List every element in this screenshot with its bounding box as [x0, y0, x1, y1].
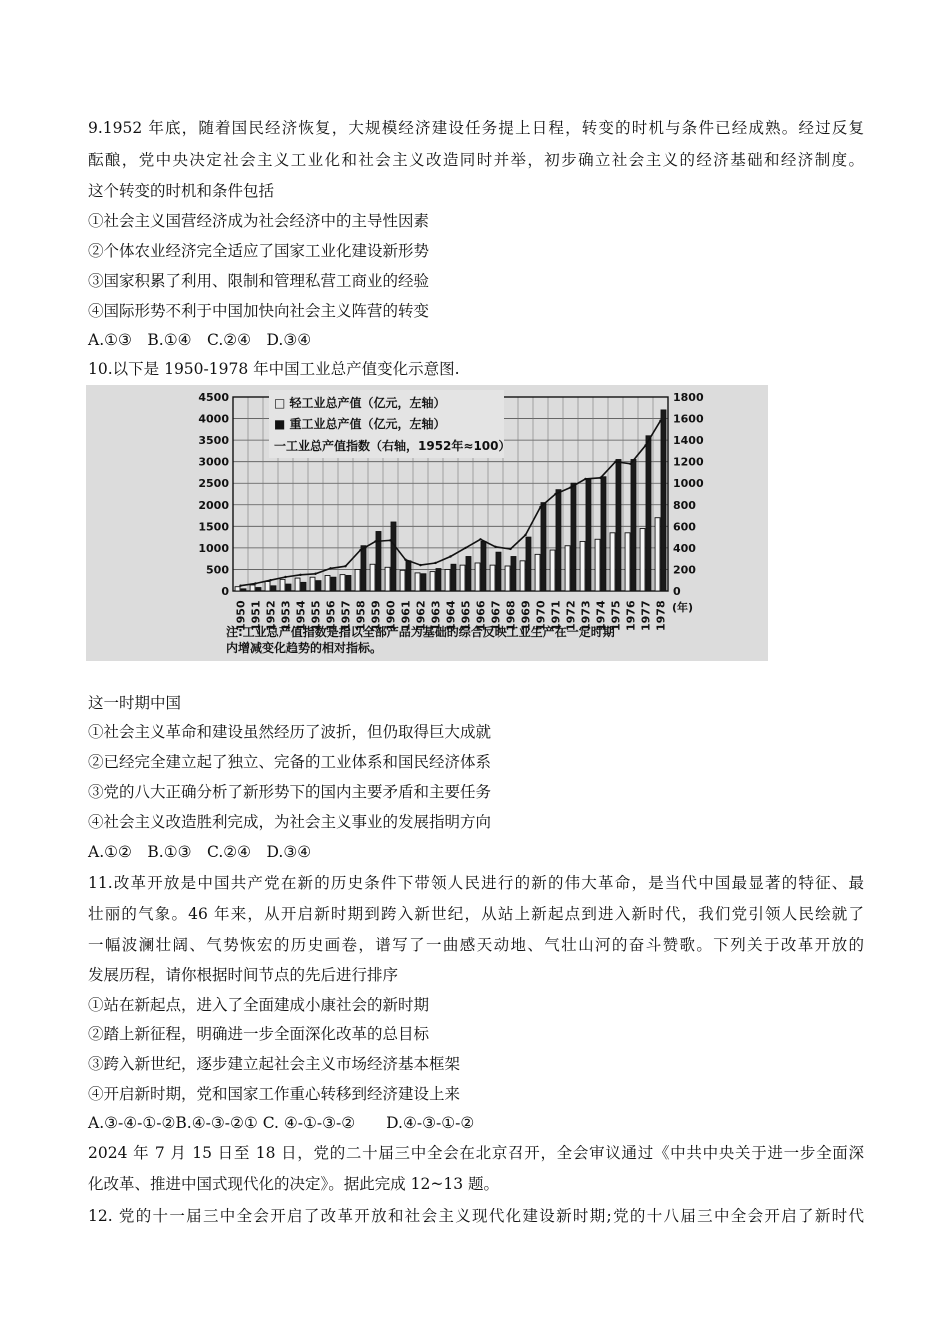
index-point — [629, 463, 631, 465]
bar-heavy-industry — [646, 436, 651, 591]
q12-stem-line-1: 12. 党的十一届三中全会开启了改革开放和社会主义现代化建设新时期;党的十八届三中全会开启了新时代 — [88, 1207, 864, 1225]
x-tick-label: 1956 — [324, 600, 338, 631]
index-point — [554, 493, 556, 495]
q9-item-3: ③国家积累了利用、限制和管理私营工商业的经验 — [88, 272, 430, 290]
x-tick-label: 1953 — [279, 600, 293, 631]
bar-light-industry — [340, 575, 345, 591]
y-right-tick: 800 — [673, 498, 696, 512]
index-point — [584, 478, 586, 480]
y-left-tick: 1500 — [198, 520, 229, 534]
q10-options: A.①② B.①③ C.②④ D.③④ — [88, 843, 312, 861]
bar-light-industry — [385, 567, 390, 591]
q11-item-4: ④开启新时期，党和国家工作重心转移到经济建设上来 — [88, 1085, 461, 1103]
bar-light-industry — [595, 539, 600, 591]
bar-heavy-industry — [541, 503, 546, 591]
q10-item-3: ③党的八大正确分析了新形势下的国内主要矛盾和主要任务 — [88, 783, 492, 801]
index-point — [299, 574, 301, 576]
q9-stem-line-3: 这个转变的时机和条件包括 — [88, 182, 275, 200]
index-point — [359, 549, 361, 551]
y-right-tick: 400 — [673, 541, 696, 555]
q10-lead: 这一时期中国 — [88, 694, 182, 712]
x-tick-label: 1962 — [414, 600, 428, 631]
x-tick-label: 1975 — [609, 600, 623, 631]
x-tick-label: 1950 — [234, 600, 248, 631]
x-tick-label: 1972 — [564, 600, 578, 631]
bar-light-industry — [505, 566, 510, 591]
bar-heavy-industry — [331, 577, 336, 591]
bar-light-industry — [355, 569, 360, 591]
chart-note-1: 注:工业总产值指数是指以全部产品为基础的综合反映工业生产在一定时期 — [226, 625, 615, 639]
bar-heavy-industry — [421, 574, 426, 591]
x-tick-label: 1960 — [384, 600, 398, 631]
y-left-tick: 4500 — [198, 391, 229, 404]
bar-heavy-industry — [391, 522, 396, 591]
bar-heavy-industry — [556, 490, 561, 591]
q11-item-2: ②踏上新征程，明确进一步全面深化改革的总目标 — [88, 1025, 430, 1043]
index-point — [314, 573, 316, 575]
bar-light-industry — [460, 565, 465, 591]
x-tick-label: 1973 — [579, 600, 593, 631]
y-right-tick: 1200 — [673, 455, 704, 469]
chart-svg — [86, 385, 768, 661]
bar-heavy-industry — [256, 588, 261, 591]
q10-item-2: ②已经完全建立起了独立、完备的工业体系和国民经济体系 — [88, 753, 492, 771]
bar-heavy-industry — [616, 460, 621, 591]
index-point — [659, 420, 661, 422]
index-point — [644, 444, 646, 446]
bar-heavy-industry — [286, 584, 291, 591]
bar-light-industry — [625, 533, 630, 591]
q11-stem-line-4: 发展历程，请你根据时间节点的先后进行排序 — [88, 966, 399, 984]
x-tick-label: 1968 — [504, 600, 518, 631]
y-left-tick: 1000 — [198, 541, 229, 555]
bar-heavy-industry — [451, 564, 456, 591]
q9-options: A.①③ B.①④ C.②④ D.③④ — [88, 331, 312, 349]
index-point — [539, 506, 541, 508]
y-left-tick: 500 — [206, 563, 229, 577]
bar-light-industry — [235, 587, 240, 591]
bar-heavy-industry — [571, 483, 576, 591]
x-tick-label: 1967 — [489, 600, 503, 631]
bar-heavy-industry — [301, 582, 306, 591]
index-point — [479, 538, 481, 540]
index-point — [569, 486, 571, 488]
x-tick-label: 1969 — [519, 600, 533, 631]
bar-heavy-industry — [511, 557, 516, 591]
q9-item-1: ①社会主义国营经济成为社会经济中的主导性因素 — [88, 212, 430, 230]
bar-light-industry — [325, 575, 330, 591]
y-left-tick: 2000 — [198, 498, 229, 512]
q11-stem-line-2: 壮丽的气象。46 年来，从开启新时期到跨入新世纪，从站上新起点到进入新时代，我们党引领人民绘就了 — [88, 905, 864, 923]
x-tick-label: 1976 — [624, 600, 638, 631]
q9-item-4: ④国际形势不利于中国加快向社会主义阵营的转变 — [88, 302, 430, 320]
intro12-line-2: 化改革、推进中国式现代化的决定》。据此完成 12~13 题。 — [88, 1175, 500, 1193]
index-point — [269, 579, 271, 581]
x-tick-label: 1978 — [654, 600, 668, 631]
y-right-tick: 0 — [673, 585, 681, 598]
x-axis-unit: (年) — [672, 601, 694, 614]
bar-heavy-industry — [466, 557, 471, 591]
x-tick-label: 1974 — [594, 600, 608, 631]
q9-stem-line-1: 9.1952 年底，随着国民经济恢复，大规模经济建设任务提上日程，转变的时机与条件已经成熟。经过反复 — [88, 119, 864, 137]
x-tick-label: 1951 — [249, 600, 263, 631]
bar-light-industry — [520, 561, 525, 591]
x-tick-label: 1959 — [369, 600, 383, 631]
legend-heavy: ■ 重工业总产值（亿元，左轴） — [274, 417, 446, 431]
x-tick-label: 1964 — [444, 600, 458, 631]
bar-light-industry — [265, 582, 270, 591]
legend-light: □ 轻工业总产值（亿元，左轴） — [274, 396, 446, 410]
bar-light-industry — [310, 577, 315, 591]
x-tick-label: 1958 — [354, 600, 368, 631]
y-right-tick: 200 — [673, 563, 696, 577]
index-point — [434, 562, 436, 564]
bar-heavy-industry — [346, 575, 351, 591]
bar-light-industry — [655, 518, 660, 591]
bar-light-industry — [550, 550, 555, 591]
q11-stem-line-1: 11.改革开放是中国共产党在新的历史条件下带领人民进行的新的伟大革命，是当代中国最显著的特征、最 — [88, 874, 864, 892]
bar-light-industry — [610, 533, 615, 591]
bar-heavy-industry — [361, 546, 366, 591]
q11-item-1: ①站在新起点，进入了全面建成小康社会的新时期 — [88, 996, 430, 1014]
bar-light-industry — [295, 578, 300, 591]
x-tick-label: 1957 — [339, 600, 353, 631]
index-point — [329, 567, 331, 569]
q10-item-4: ④社会主义改造胜利完成，为社会主义事业的发展指明方向 — [88, 813, 492, 831]
index-point — [419, 564, 421, 566]
bar-heavy-industry — [241, 589, 246, 591]
x-tick-label: 1970 — [534, 600, 548, 631]
bar-heavy-industry — [481, 541, 486, 591]
index-point — [614, 460, 616, 462]
q10-stem: 10.以下是 1950-1978 年中国工业总产值变化示意图. — [88, 360, 460, 378]
y-left-tick: 0 — [221, 585, 229, 598]
index-point — [404, 559, 406, 561]
x-tick-label: 1952 — [264, 600, 278, 631]
q9-stem-line-2: 酝酿，党中央决定社会主义工业化和社会主义改造同时并举，初步确立社会主义的经济基础和经济制度。 — [88, 151, 864, 169]
bar-light-industry — [490, 565, 495, 591]
bar-heavy-industry — [661, 410, 666, 591]
y-left-tick: 3500 — [198, 434, 229, 448]
x-tick-label: 1963 — [429, 600, 443, 631]
q11-stem-line-3: 一幅波澜壮阔、气势恢宏的历史画卷，谱写了一曲感天动地、气壮山河的奋斗赞歌。下列关于改革开放的 — [88, 936, 864, 954]
q11-options: A.③-④-①-②B.④-③-②① C. ④-①-③-② D.④-③-①-② — [88, 1114, 475, 1132]
bar-light-industry — [565, 546, 570, 591]
index-point — [449, 555, 451, 557]
bar-heavy-industry — [271, 586, 276, 591]
y-right-tick: 1800 — [673, 391, 704, 404]
legend-index: 一工业总产值指数（右轴，1952年≈100） — [274, 439, 511, 453]
bar-heavy-industry — [601, 477, 606, 591]
index-point — [239, 585, 241, 587]
index-point — [494, 546, 496, 548]
bar-light-industry — [580, 541, 585, 591]
x-tick-label: 1966 — [474, 600, 488, 631]
bar-light-industry — [280, 579, 285, 591]
bar-heavy-industry — [526, 537, 531, 591]
index-point — [464, 547, 466, 549]
index-point — [509, 548, 511, 550]
x-tick-label: 1971 — [549, 600, 563, 631]
bar-light-industry — [640, 528, 645, 591]
y-right-tick: 600 — [673, 520, 696, 534]
y-right-tick: 1000 — [673, 477, 704, 491]
chart-note-2: 内增减变化趋势的相对指标。 — [226, 641, 383, 655]
bar-light-industry — [535, 554, 540, 591]
index-point — [344, 565, 346, 567]
bar-heavy-industry — [406, 561, 411, 591]
bar-light-industry — [430, 572, 435, 591]
bar-heavy-industry — [436, 569, 441, 591]
bar-heavy-industry — [496, 552, 501, 591]
bar-light-industry — [250, 585, 255, 591]
y-right-tick: 1400 — [673, 434, 704, 448]
y-left-tick: 3000 — [198, 455, 229, 469]
bar-heavy-industry — [316, 581, 321, 591]
index-point — [524, 534, 526, 536]
index-point — [284, 576, 286, 578]
q9-item-2: ②个体农业经济完全适应了国家工业化建设新形势 — [88, 242, 430, 260]
y-right-tick: 1600 — [673, 412, 704, 426]
bar-heavy-industry — [631, 460, 636, 591]
bar-light-industry — [370, 564, 375, 591]
q11-item-3: ③跨入新世纪，逐步建立起社会主义市场经济基本框架 — [88, 1055, 461, 1073]
bar-light-industry — [400, 570, 405, 591]
y-left-tick: 2500 — [198, 477, 229, 491]
index-point — [254, 582, 256, 584]
intro12-line-1: 2024 年 7 月 15 日至 18 日，党的二十届三中全会在北京召开，全会审议通过《中共中央关于进一步全面深 — [88, 1144, 864, 1162]
index-point — [374, 540, 376, 542]
x-tick-label: 1977 — [639, 600, 653, 631]
bar-light-industry — [475, 563, 480, 591]
index-point — [599, 477, 601, 479]
q10-item-1: ①社会主义革命和建设虽然经历了波折，但仍取得巨大成就 — [88, 723, 492, 741]
x-tick-label: 1961 — [399, 600, 413, 631]
bar-heavy-industry — [586, 479, 591, 591]
industrial-output-chart — [86, 385, 768, 661]
y-left-tick: 4000 — [198, 412, 229, 426]
x-tick-label: 1954 — [294, 600, 308, 631]
bar-light-industry — [445, 569, 450, 591]
bar-light-industry — [415, 573, 420, 591]
x-tick-label: 1965 — [459, 600, 473, 631]
x-tick-label: 1955 — [309, 600, 323, 631]
index-point — [389, 539, 391, 541]
